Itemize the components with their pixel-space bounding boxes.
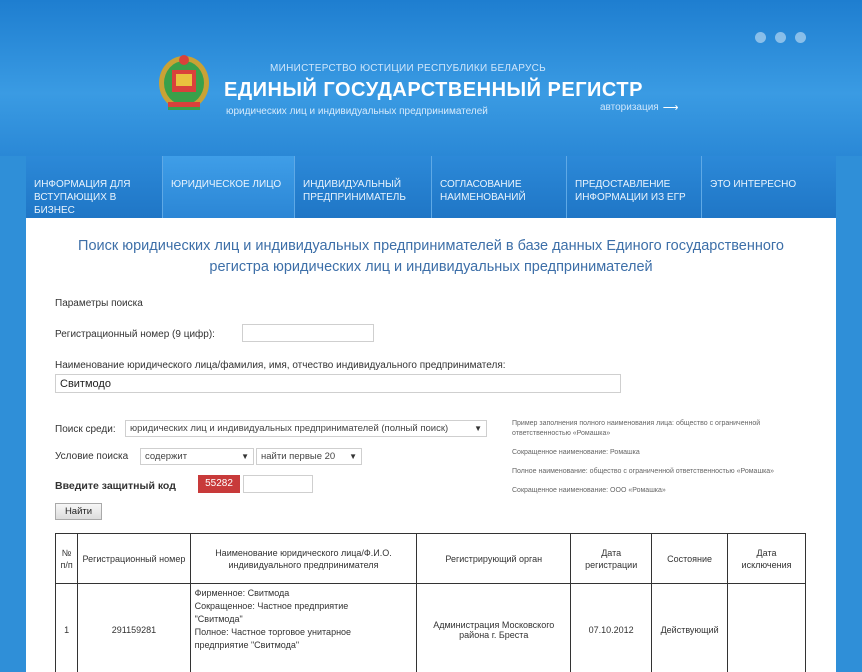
name-line: предприятие "Свитмода": [194, 640, 300, 650]
state-emblem-icon: [156, 50, 212, 112]
site-title: ЕДИНЫЙ ГОСУДАРСТВЕННЫЙ РЕГИСТР: [224, 79, 643, 101]
name-line: "Свитмода": [194, 614, 243, 624]
col-header-num: № п/п: [56, 534, 78, 584]
window-dot-icon[interactable]: [795, 32, 806, 43]
table-row[interactable]: [56, 584, 806, 672]
dropdown-arrow-icon: ▼: [474, 424, 482, 433]
result-count-select[interactable]: найти первые 20 ▼: [256, 448, 362, 465]
help-notes: [512, 419, 792, 505]
dropdown-arrow-icon: ▼: [349, 452, 357, 461]
window-dot-icon[interactable]: [755, 32, 766, 43]
find-button[interactable]: Найти: [55, 503, 102, 520]
name-line: Фирменное: Свитмода: [194, 588, 290, 598]
reg-number-input[interactable]: [242, 324, 374, 342]
cell-status: Действующий: [652, 584, 728, 672]
cell-num: 1: [56, 584, 78, 672]
cell-authority: Администрация Московского района г. Бреста: [417, 584, 571, 672]
ministry-label: МИНИСТЕРСТВО ЮСТИЦИИ РЕСПУБЛИКИ БЕЛАРУСЬ: [270, 63, 547, 74]
cell-name: [190, 584, 417, 672]
col-header-authority: Регистрирующий орган: [417, 534, 571, 584]
dropdown-arrow-icon: ▼: [241, 452, 249, 461]
results-table: [55, 533, 806, 672]
name-line: Сокращенное: Частное предприятие: [194, 601, 349, 611]
site-subtitle: юридических лиц и индивидуальных предпринимателей: [226, 106, 488, 117]
main-nav: [26, 156, 836, 218]
page-title: Поиск юридических лиц и индивидуальных предпринимателей в базе данных Единого государственного регистра юридических лиц и индивидуальных предпринимателей: [78, 238, 784, 275]
captcha-label: Введите защитный код: [55, 480, 176, 492]
col-header-reg-number: Регистрационный номер: [78, 534, 190, 584]
captcha-input[interactable]: [243, 475, 313, 493]
name-line: Полное: Частное торговое унитарное: [194, 627, 352, 637]
table-header-row: [56, 534, 806, 584]
help-note: Полное наименование: общество с ограниченной ответственностью «Ромашка»: [512, 468, 775, 475]
nav-item-entrepreneur[interactable]: ИНДИВИДУАЛЬНЫЙ ПРЕДПРИНИМАТЕЛЬ: [295, 156, 432, 218]
nav-item-name-approval[interactable]: СОГЛАСОВАНИЕ НАИМЕНОВАНИЙ: [432, 156, 567, 218]
content-panel: [26, 218, 836, 672]
window-controls: [755, 32, 806, 43]
search-among-label: Поиск среди:: [55, 424, 116, 435]
search-among-select[interactable]: юридических лиц и индивидуальных предпринимателей (полный поиск) ▼: [125, 420, 487, 437]
arrow-right-icon: ⟶: [662, 102, 679, 114]
nav-item-business-info[interactable]: ИНФОРМАЦИЯ ДЛЯ ВСТУПАЮЩИХ В БИЗНЕС: [26, 156, 163, 218]
nav-item-legal-entity[interactable]: ЮРИДИЧЕСКОЕ ЛИЦО: [163, 156, 295, 218]
name-input[interactable]: [55, 374, 621, 393]
cell-excluded: [728, 584, 806, 672]
cell-date: 07.10.2012: [571, 584, 652, 672]
nav-item-egr-info[interactable]: ПРЕДОСТАВЛЕНИЕ ИНФОРМАЦИИ ИЗ ЕГР: [567, 156, 702, 218]
reg-number-label: Регистрационный номер (9 цифр):: [55, 329, 215, 340]
site-header: [0, 0, 862, 156]
col-header-date: Дата регистрации: [571, 534, 652, 584]
login-label: авторизация: [600, 102, 659, 113]
col-header-status: Состояние: [652, 534, 728, 584]
search-params-label: Параметры поиска: [55, 298, 143, 309]
captcha-image: 55282: [198, 475, 240, 493]
condition-label: Условие поиска: [55, 451, 129, 462]
col-header-excluded: Дата исключения: [728, 534, 806, 584]
help-note: Сокращенное наименование: ООО «Ромашка»: [512, 487, 666, 494]
name-label: Наименование юридического лица/фамилия, имя, отчество индивидуального предпринимателя:: [55, 360, 506, 371]
window-dot-icon[interactable]: [775, 32, 786, 43]
help-note: Пример заполнения полного наименования лица: общество с ограниченной ответственностью «Ромашка»: [512, 420, 761, 437]
cell-reg-number[interactable]: 291159281: [78, 584, 190, 672]
login-link[interactable]: [600, 101, 679, 114]
nav-item-interesting[interactable]: ЭТО ИНТЕРЕСНО: [702, 156, 836, 218]
col-header-name: Наименование юридического лица/Ф.И.О. индивидуального предпринимателя: [190, 534, 417, 584]
condition-select[interactable]: содержит ▼: [140, 448, 254, 465]
help-note: Сокращенное наименование: Ромашка: [512, 449, 640, 456]
